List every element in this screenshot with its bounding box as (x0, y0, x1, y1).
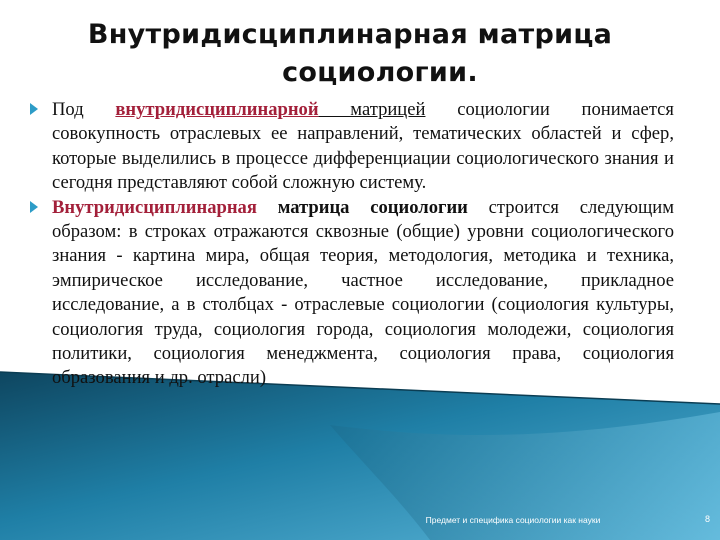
bullet-item-definition (26, 98, 674, 196)
bullet-item-structure (26, 196, 674, 391)
bullet-text: строится следующим образом: в строках отражаются сквозные (общие) уровни социологического знания - картина мира, общая теория, методология, методика и техника, эмпирическое исследование, частное исследование, прикладное исследование, а в столбцах - отраслевые социологии (социология культуры, социология труда, социология города, социология молодежи, социология политики, социология менеджмента, социология права, социология образования и др. отрасли) (52, 196, 674, 389)
slide-title-line2: социологии. (282, 57, 478, 88)
slide-title (0, 16, 720, 92)
underlined-term: матрицей (318, 99, 426, 120)
slide-footer: Предмет и специфика социологии как науки (425, 515, 601, 525)
bullet-text-prefix: Под (52, 99, 116, 120)
highlighted-term: Внутридисциплинарная (52, 196, 257, 218)
highlighted-term: внутридисциплинарной (115, 99, 319, 120)
page-number: 8 (704, 514, 710, 524)
slide-title-line1: Внутридисциплинарная матрица (87, 19, 613, 50)
triangle-bullet-icon (30, 103, 38, 115)
bullet-text: социологии понимается совокупность отраслевых ее направлений, тематических областей и сфер, которые выделились в процессе дифференциации социологического знания и сегодня представляют собой сложную систему. (52, 99, 674, 194)
triangle-bullet-icon (30, 201, 38, 213)
bold-term: матрица социологии (256, 196, 468, 218)
slide-body (26, 98, 674, 391)
